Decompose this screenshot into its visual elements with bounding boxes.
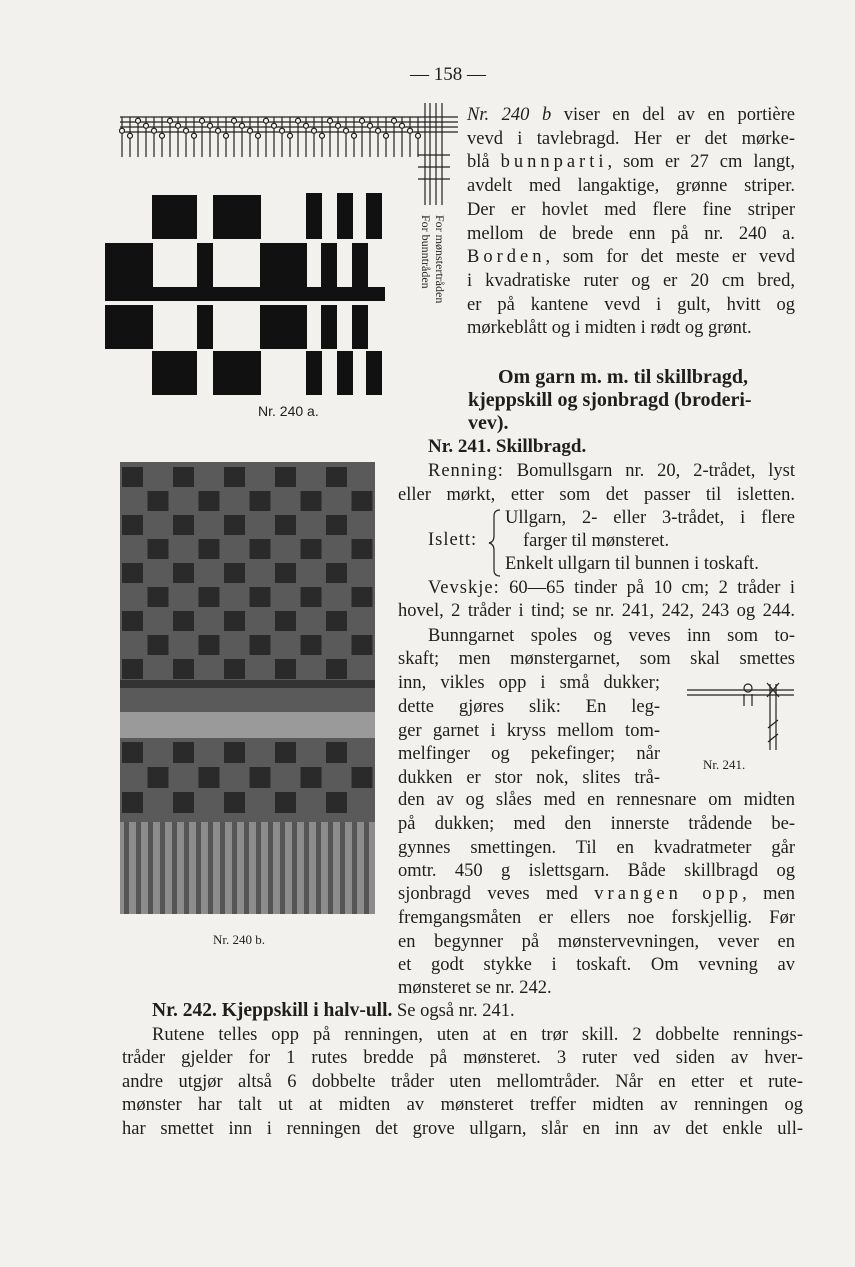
photo-stripe (256, 822, 261, 914)
s241-body-1: Bunngarnet spoles og veves inn som to- (428, 626, 795, 646)
photo-block (122, 611, 143, 631)
draft-knot (184, 128, 189, 133)
photo-block (224, 563, 245, 583)
photo-stripe (232, 822, 237, 914)
photo-block (275, 659, 296, 679)
photo-block (352, 635, 373, 655)
figure-240a (100, 95, 465, 400)
photo-block (275, 611, 296, 631)
photo-block (122, 659, 143, 679)
photo-block (122, 563, 143, 583)
section-heading-line-2: kjeppskill og sjonbragd (broderi- (468, 389, 752, 411)
photo-stripe (208, 822, 213, 914)
p1-line-2: vevd i tavlebragd. Her er det mørke- (467, 129, 795, 149)
photo-block (199, 635, 220, 655)
draft-knot (288, 133, 293, 138)
photo-block (301, 587, 322, 607)
caption-241: Nr. 241. (703, 757, 746, 772)
photo-block (352, 587, 373, 607)
draft-knot (152, 128, 157, 133)
p1-line-8: i kvadratiske ruter og er 20 cm bred, (467, 271, 795, 291)
block-pattern (105, 193, 385, 395)
photo-block (173, 515, 194, 535)
islett-1: Ullgarn, 2- eller 3-trådet, i flere (505, 508, 795, 528)
photo-stripe (328, 822, 333, 914)
photo-block (326, 742, 347, 763)
draft-knot (368, 123, 373, 128)
photo-stripe (220, 822, 225, 914)
draft-knot (384, 133, 389, 138)
p1-line-6: mellom de brede enn på nr. 240 a. (467, 224, 795, 244)
s241-body-15: et godt stykke i toskaft. Om vevning av (398, 955, 795, 975)
figure-241 (682, 680, 797, 755)
photo-block (352, 539, 373, 559)
draft-knot (120, 128, 125, 133)
photo-block (173, 563, 194, 583)
figure-240b-photo (120, 462, 375, 914)
draft-knot (248, 128, 253, 133)
threading-draft (120, 103, 459, 205)
p1-line-7: Borden, som for det meste er vevd (467, 247, 795, 267)
photo-stripe (304, 822, 309, 914)
photo-block (199, 539, 220, 559)
s241-body-12: sjonbragd veves med vrangen opp, men (398, 884, 795, 904)
photo-stripe (184, 822, 189, 914)
p1-line-5: Der er hovlet med flere fine striper (467, 200, 795, 220)
photo-block (148, 539, 169, 559)
photo-block (122, 742, 143, 763)
draft-knot (304, 123, 309, 128)
photo-block (173, 742, 194, 763)
s241-body-5: ger garnet i kryss mellom tom- (398, 721, 660, 741)
photo-block (173, 467, 194, 487)
photo-block (326, 563, 347, 583)
photo-block (122, 515, 143, 535)
photo-block (275, 467, 296, 487)
s241-body-6: melfinger og pekefinger; når (398, 744, 660, 764)
s241-body-2: skaft; men mønstergarnet, som skal smettes (398, 649, 795, 669)
s241-body-16: mønsteret se nr. 242. (398, 978, 552, 998)
photo-block (224, 611, 245, 631)
photo-block (250, 587, 271, 607)
photo-block (301, 539, 322, 559)
draft-knot (192, 133, 197, 138)
photo-stripe (280, 822, 285, 914)
s242-line-2: tråder gjelder for 1 rutes bredde på mønsteret. 3 ruter ved siden av hver- (122, 1048, 803, 1068)
page-number: — 158 — (410, 64, 486, 85)
photo-block (199, 491, 220, 511)
photo-block (250, 539, 271, 559)
draft-knot (160, 133, 165, 138)
draft-knot (128, 133, 133, 138)
s241-body-8: den av og slåes med en rennesnare om midten (398, 790, 795, 810)
draft-knot (344, 128, 349, 133)
draft-knot (240, 123, 245, 128)
islett-label: Islett: (428, 530, 478, 550)
photo-block (173, 792, 194, 813)
photo-stripe (292, 822, 297, 914)
s241-body-11: omtr. 450 g islettsgarn. Både skillbragd og (398, 861, 795, 881)
photo-block (301, 491, 322, 511)
draft-knot (312, 128, 317, 133)
photo-block (148, 491, 169, 511)
draft-knot (200, 118, 205, 123)
photo-block (148, 635, 169, 655)
draft-knot (328, 118, 333, 123)
p1-line-10: mørkeblått og i midten i rødt og grønt. (467, 318, 752, 338)
photo-block (275, 792, 296, 813)
s241-vevskje-2: hovel, 2 tråder i tind; se nr. 241, 242, 243 og 244. (398, 601, 795, 621)
draft-knot (352, 133, 357, 138)
photo-block (224, 792, 245, 813)
islett-2: farger til mønsteret. (523, 531, 670, 551)
draft-knot (280, 128, 285, 133)
draft-knot (216, 128, 221, 133)
photo-stripe (196, 822, 201, 914)
s241-vevskje: Vevskje: 60—65 tinder på 10 cm; 2 tråder i (428, 578, 795, 598)
photo-block (148, 767, 169, 788)
s242-line-5: har smettet inn i renningen det grove ullgarn, slår en inn av det enkle ull- (122, 1119, 803, 1139)
draft-knot (320, 133, 325, 138)
islett-brace (488, 508, 502, 578)
draft-knot (408, 128, 413, 133)
s242-line-3: andre utgjør altså 6 dobbelte tråder uten mellomtråder. Når en etter et rute- (122, 1072, 803, 1092)
draft-knot (296, 118, 301, 123)
photo-block (122, 792, 143, 813)
photo-block (199, 587, 220, 607)
s241-body-3: inn, vikles opp i små dukker; (398, 673, 660, 693)
draft-knot (168, 118, 173, 123)
p1-line-3: blå bunnparti, som er 27 cm langt, (467, 152, 795, 172)
photo-stripe (244, 822, 249, 914)
draft-knot (176, 123, 181, 128)
islett-3: Enkelt ullgarn til bunnen i toskaft. (505, 554, 759, 574)
s241-body-9: på dukken; med den innerste trådende be- (398, 814, 795, 834)
photo-block (224, 467, 245, 487)
photo-block (173, 659, 194, 679)
s241-body-4: dette gjøres slik: En leg- (398, 697, 660, 717)
draft-knot (272, 123, 277, 128)
photo-stripe (352, 822, 357, 914)
photo-block (326, 515, 347, 535)
photo-block (275, 563, 296, 583)
draft-knot (336, 123, 341, 128)
draft-knot (144, 123, 149, 128)
photo-block (326, 792, 347, 813)
draft-knot (416, 133, 421, 138)
draft-knot (400, 123, 405, 128)
draft-knot (208, 123, 213, 128)
photo-stripe (364, 822, 369, 914)
s241-body-10: gynnes smettingen. Til en kvadratmeter går (398, 838, 795, 858)
caption-240a: Nr. 240 a. (258, 403, 319, 419)
p1-line-1: Nr. 240 b viser en del av en portière (467, 105, 795, 125)
photo-block (301, 635, 322, 655)
photo-block (326, 659, 347, 679)
draft-knot (376, 128, 381, 133)
photo-block (199, 767, 220, 788)
draft-knot (392, 118, 397, 123)
draft-knot (264, 118, 269, 123)
photo-block (224, 515, 245, 535)
s241-body-13: fremgangsmåten er ellers noe forskjellig. Før (398, 908, 795, 928)
photo-stripe (148, 822, 153, 914)
p1-line-9: er på kantene vevd i gult, hvitt og (467, 295, 795, 315)
photo-stripe (136, 822, 141, 914)
photo-block (173, 611, 194, 631)
s241-renning: Renning: Bomullsgarn nr. 20, 2-trådet, lyst (428, 461, 795, 481)
photo-block (250, 635, 271, 655)
s241-body-14: en begynner på mønstervevningen, vever en (398, 932, 795, 952)
draft-knot (136, 118, 141, 123)
photo-block (352, 491, 373, 511)
photo-stripe (124, 822, 129, 914)
photo-stripe (340, 822, 345, 914)
draft-knot (256, 133, 261, 138)
photo-block (122, 467, 143, 487)
photo-block (250, 767, 271, 788)
photo-block (326, 467, 347, 487)
section-241-title: Nr. 241. Skillbragd. (428, 436, 587, 457)
photo-block (250, 491, 271, 511)
photo-block (224, 659, 245, 679)
photo-block (301, 767, 322, 788)
photo-block (275, 742, 296, 763)
photo-block (275, 515, 296, 535)
photo-stripe (316, 822, 321, 914)
draft-knot (224, 133, 229, 138)
s242-line-1: Rutene telles opp på renningen, uten at en trør skill. 2 dobbelte rennings- (152, 1025, 803, 1045)
s242-line-4: mønster har talt ut at midten av mønsteret treffer midten av renningen og (122, 1095, 803, 1115)
photo-block (148, 587, 169, 607)
section-242-title: Nr. 242. Kjeppskill i halv-ull. Se også nr. 241. (152, 1000, 515, 1021)
s241-body-7: dukken er stor nok, slites trå- (398, 768, 660, 788)
caption-240b: Nr. 240 b. (213, 932, 265, 947)
photo-block (352, 767, 373, 788)
photo-stripe (268, 822, 273, 914)
photo-stripe (172, 822, 177, 914)
draft-knot (360, 118, 365, 123)
photo-block (224, 742, 245, 763)
photo-stripe (160, 822, 165, 914)
p1-line-4: avdelt med langaktige, grønne striper. (467, 176, 795, 196)
section-heading-line-1: Om garn m. m. til skillbragd, (498, 366, 749, 388)
section-heading-line-3: vev). (468, 412, 509, 434)
draft-knot (232, 118, 237, 123)
photo-block (326, 611, 347, 631)
s241-renning-2: eller mørkt, etter som det passer til isletten. (398, 485, 795, 505)
